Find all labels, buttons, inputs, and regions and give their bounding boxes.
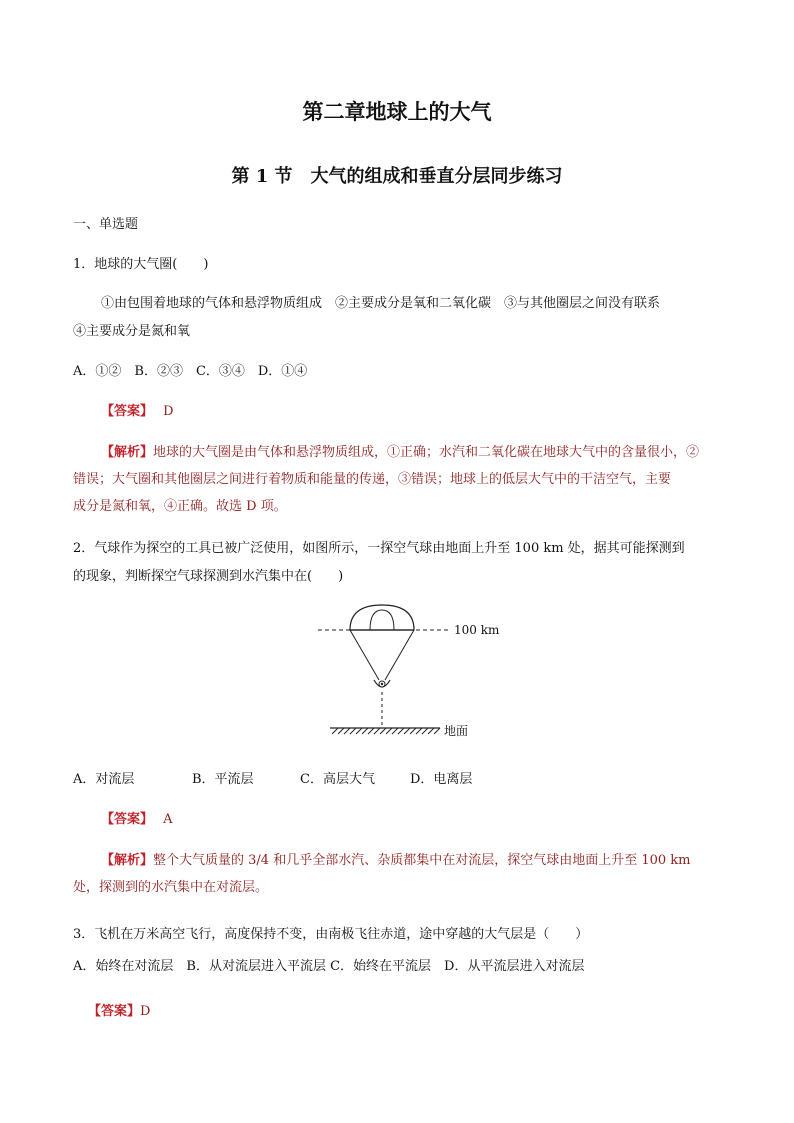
question-2-stem: 2．气球作为探空的工具已被广泛使用，如图所示，一探空气球由地面上升至 100 km 处，据其可能探测到	[73, 541, 685, 556]
balloon-diagram	[310, 600, 510, 740]
answer-label: 【答案】	[101, 404, 154, 419]
question-3-stem: 3．飞机在万米高空飞行，高度保持不变，由南极飞往赤道，途中穿越的大气层是（ ）	[73, 927, 589, 942]
analysis-label: 【解析】	[101, 853, 154, 868]
analysis-text: 地球的大气圈是由气体和悬浮物质组成，①正确；水汽和二氧化碳在地球大气中的含量很小，②	[153, 445, 700, 460]
answer-label: 【答案】	[101, 812, 154, 827]
question-2-stem-cont: 的现象，判断探空气球探测到水汽集中在( )	[73, 569, 344, 584]
question-2-option-b: B．平流层	[192, 772, 254, 787]
question-1-analysis-line2: 错误；大气圈和其他圈层之间进行着物质和能量的传递，③错误；地球上的低层大气中的干洁空气，主要	[73, 472, 672, 487]
answer-value: D	[140, 1004, 151, 1019]
section-subtitle: 第 1 节 大气的组成和垂直分层同步练习	[231, 166, 563, 187]
payload-dot	[381, 683, 383, 685]
question-3-answer	[88, 1000, 150, 1019]
question-2-option-c: C．高层大气	[300, 772, 375, 787]
altitude-label: 100 km	[454, 623, 500, 637]
question-3-options: A．始终在对流层 B．从对流层进入平流层 C．始终在平流层 D．从平流层进入对流层	[73, 959, 585, 974]
analysis-text: 整个大气质量的 3/4 和几乎全部水汽、杂质都集中在对流层，探空气球由地面上升至 100 km	[153, 853, 691, 868]
answer-value: A	[163, 812, 173, 827]
question-1-items: ①由包围着地球的气体和悬浮物质组成 ②主要成分是氧和二氧化碳 ③与其他圈层之间没有联系	[101, 296, 661, 311]
question-2-option-d: D．电离层	[410, 772, 473, 787]
question-1-analysis-line3: 成分是氮和氧，④正确。故选 D 项。	[73, 499, 287, 514]
question-2-option-a: A．对流层	[73, 772, 135, 787]
question-1-options: A．①② B．②③ C．③④ D．①④	[73, 364, 308, 379]
answer-value: D	[163, 404, 174, 419]
question-2-analysis-line2: 处，探测到的水汽集中在对流层。	[73, 880, 269, 895]
question-1-answer	[101, 400, 174, 419]
ground-label: 地面	[444, 724, 469, 738]
suspension-line-right	[385, 630, 414, 680]
question-2-analysis	[101, 849, 691, 868]
page-title: 第二章地球上的大气	[302, 99, 492, 124]
balloon-canopy-icon	[350, 605, 414, 630]
question-1-stem: 1．地球的大气圈( )	[73, 257, 209, 272]
suspension-line-left	[350, 630, 379, 680]
ground-hatch	[332, 728, 440, 734]
section-heading: 一、单选题	[73, 217, 139, 232]
answer-label: 【答案】	[88, 1004, 141, 1019]
question-1-items-cont: ④主要成分是氮和氧	[73, 324, 191, 339]
analysis-label: 【解析】	[101, 445, 154, 460]
question-1-analysis	[101, 441, 699, 460]
question-2-answer	[101, 808, 173, 827]
